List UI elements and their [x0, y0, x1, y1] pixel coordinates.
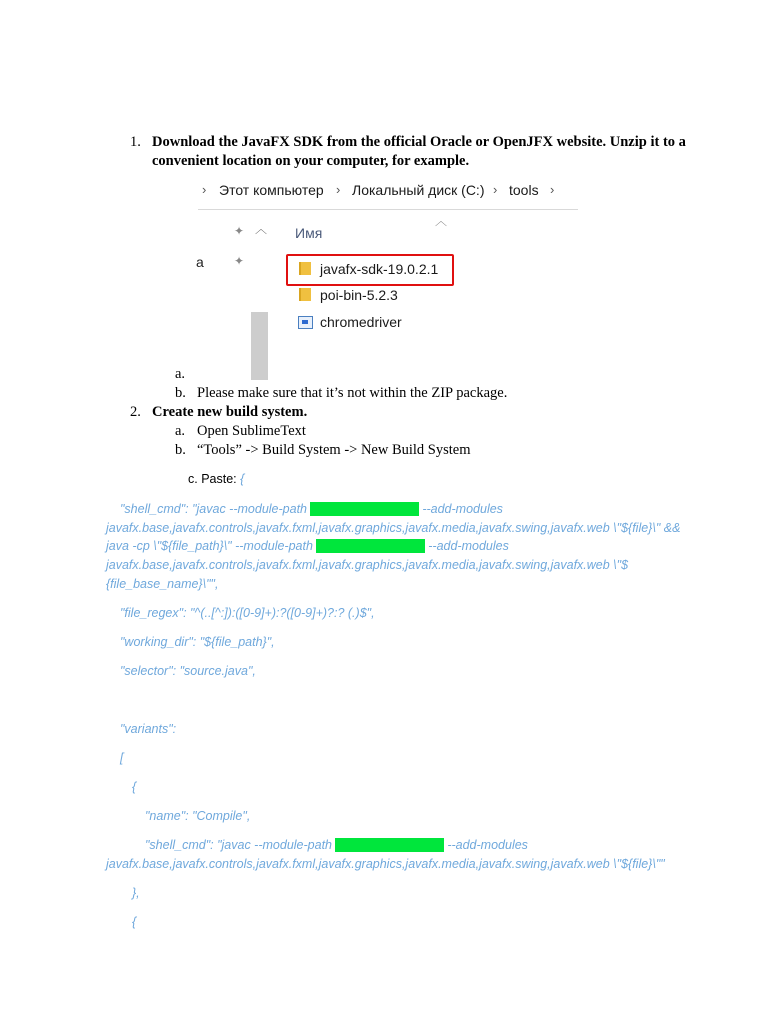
sublist-marker-b: b. — [175, 385, 186, 401]
code-line: { — [132, 780, 137, 794]
code-open-brace: { — [240, 472, 245, 486]
folder-icon — [299, 288, 311, 301]
file-row-chromedriver[interactable]: chromedriver — [320, 314, 402, 330]
chevron-right-icon: › — [336, 182, 341, 197]
note-not-in-zip: Please make sure that it’s not within the ZIP package. — [197, 385, 508, 401]
code-line: javafx.base,javafx.controls,javafx.fxml,javafx.graphics,javafx.media,javafx.swing,javafx.web \"${file}\" && — [106, 521, 681, 535]
paste-label: c. Paste: — [188, 472, 241, 486]
chevron-right-icon: › — [493, 182, 498, 197]
highlighted-placeholder: PATH_TO_JAVAFX — [310, 502, 419, 516]
sort-indicator-icon[interactable]: ︿ — [435, 214, 448, 228]
step-1-heading-line1: Download the JavaFX SDK from the official Oracle or OpenJFX website. Unzip it to a — [152, 134, 686, 150]
sublist-marker-a: a. — [175, 366, 186, 382]
step-2-heading: Create new build system. — [152, 404, 308, 420]
chevron-up-icon[interactable]: ︿ — [255, 222, 268, 236]
scrollbar-thumb[interactable] — [251, 312, 268, 380]
code-line: "shell_cmd": "javac --module-path PATH_TO_JAVAFX --add-modules — [120, 502, 503, 516]
chevron-right-icon: › — [550, 182, 555, 197]
code-line: "variants": — [120, 722, 177, 736]
nav-pane-fragment: а — [196, 254, 204, 270]
code-line: "working_dir": "${file_path}", — [120, 635, 275, 649]
paste-step — [188, 472, 244, 486]
code-line: javafx.base,javafx.controls,javafx.fxml,javafx.graphics,javafx.media,javafx.swing,javafx.web \"${file}\"" — [106, 857, 665, 871]
divider — [198, 209, 578, 210]
code-line: [ — [120, 751, 124, 765]
column-header-name[interactable]: Имя — [295, 225, 323, 241]
list-number-1: 1. — [130, 134, 141, 150]
code-line: javafx.base,javafx.controls,javafx.fxml,javafx.graphics,javafx.media,javafx.swing,javafx.web \"$ — [106, 558, 629, 572]
list-number-2: 2. — [130, 404, 141, 420]
code-line: "selector": "source.java", — [120, 664, 256, 678]
tools-menu-step: “Tools” -> Build System -> New Build System — [197, 442, 471, 458]
code-line: java -cp \"${file_path}\" --module-path PATH_TO_JAVAFX --add-modules — [106, 539, 509, 553]
pin-icon[interactable]: ✦ — [234, 224, 245, 238]
chevron-right-icon: › — [202, 182, 207, 197]
sublist-marker-b: b. — [175, 442, 186, 458]
file-row-javafx-sdk[interactable]: javafx-sdk-19.0.2.1 — [320, 261, 439, 277]
folder-icon — [299, 262, 311, 275]
breadcrumb-item[interactable]: Этот компьютер — [219, 182, 324, 198]
code-line: {file_base_name}\"", — [106, 577, 219, 591]
code-line: "shell_cmd": "javac --module-path PATH_TO_JAVAFX --add-modules — [145, 838, 528, 852]
code-line: { — [132, 915, 137, 929]
pin-icon[interactable]: ✦ — [234, 254, 245, 268]
code-line: }, — [132, 886, 140, 900]
code-line: "name": "Compile", — [145, 809, 251, 823]
step-1-heading-line2: convenient location on your computer, for example. — [152, 153, 470, 169]
highlighted-placeholder: PATH_TO_JAVAFX — [316, 539, 425, 553]
highlighted-placeholder: PATH_TO_JAVAFX — [335, 838, 444, 852]
sublist-marker-a: a. — [175, 423, 186, 439]
code-line: "file_regex": "^(..[^:]):([0-9]+):?([0-9]+)?:? (.)$", — [120, 606, 375, 620]
application-icon — [298, 316, 313, 329]
open-sublime-step: Open SublimeText — [197, 423, 306, 439]
breadcrumb-item[interactable]: Локальный диск (C:) — [352, 182, 485, 198]
explorer-screenshot — [198, 172, 578, 380]
file-row-poi-bin[interactable]: poi-bin-5.2.3 — [320, 287, 398, 303]
breadcrumb-item[interactable]: tools — [509, 182, 539, 198]
